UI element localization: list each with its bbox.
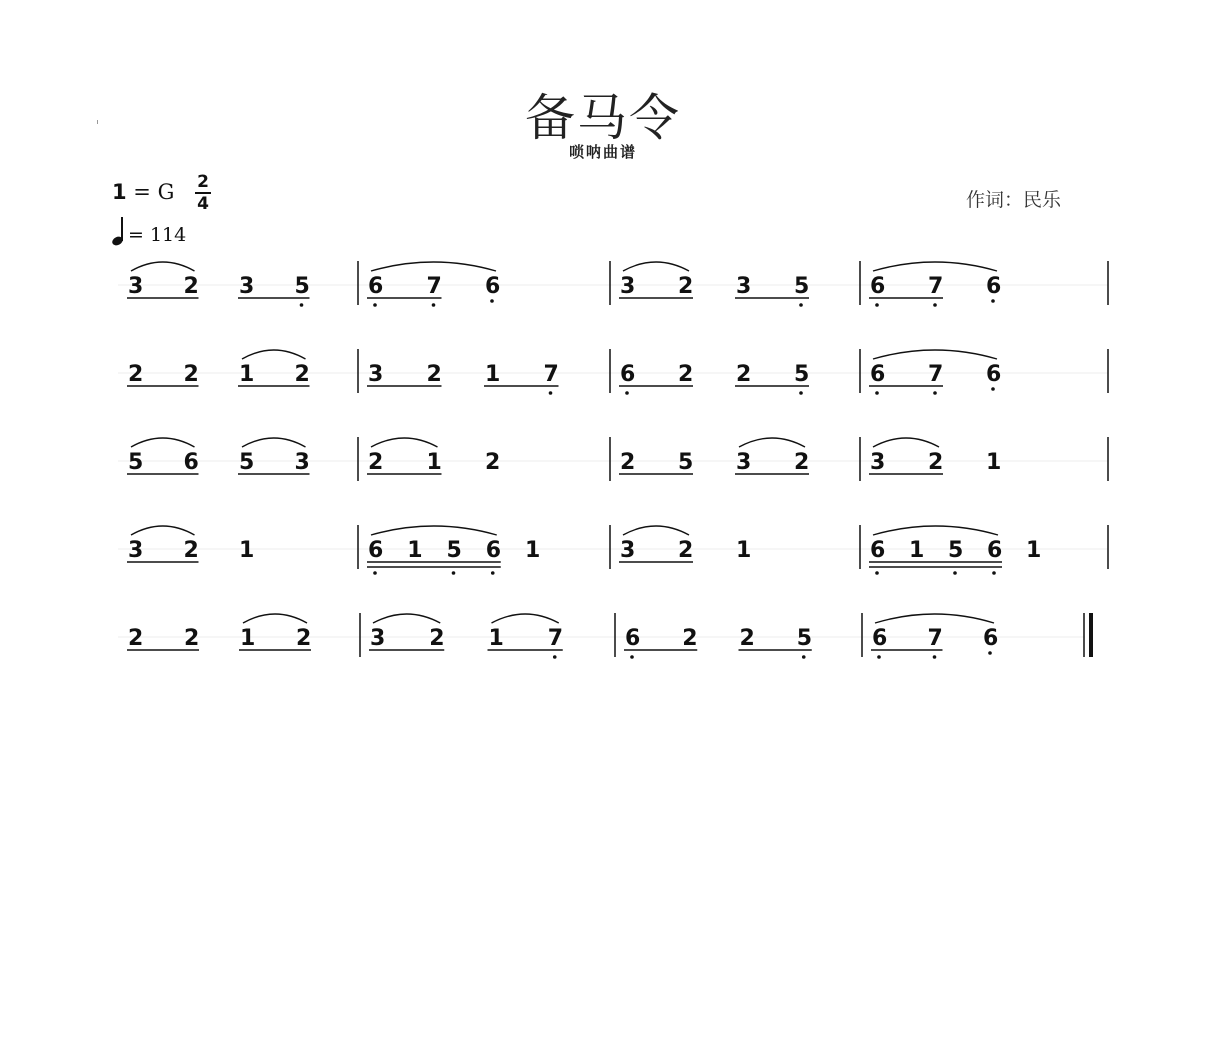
slur-arc — [373, 614, 440, 623]
slur-arc — [242, 438, 306, 447]
note-digit: 1 — [239, 362, 255, 387]
note-digit: 3 — [620, 274, 636, 299]
octave-dot — [799, 303, 803, 307]
note-digit: 5 — [948, 538, 964, 563]
slur-arc — [873, 262, 997, 271]
slur-arc — [623, 262, 689, 271]
note-digit: 1 — [909, 538, 925, 563]
note-digit: 6 — [870, 274, 886, 299]
note-digit: 6 — [983, 626, 999, 651]
note-digit: 2 — [678, 538, 694, 563]
note-digit: 1 — [1026, 538, 1042, 563]
slur-arc — [371, 262, 496, 271]
slur-arc — [739, 438, 805, 447]
note-digit: 6 — [870, 538, 886, 563]
octave-dot — [875, 391, 879, 395]
octave-dot — [491, 571, 495, 575]
note-digit: 2 — [368, 450, 384, 475]
slur-arc — [371, 526, 497, 535]
note-digit: 3 — [620, 538, 636, 563]
note-digit: 2 — [426, 362, 442, 387]
score-title: 备马令 — [525, 89, 681, 147]
note-digit: 2 — [294, 362, 310, 387]
octave-dot — [953, 571, 957, 575]
note-digit: 6 — [183, 450, 199, 475]
note-digit: 2 — [183, 274, 199, 299]
octave-dot — [432, 303, 436, 307]
note-digit: 2 — [429, 626, 445, 651]
note-digit: 7 — [543, 362, 559, 387]
octave-dot — [549, 391, 553, 395]
note-digit: 2 — [620, 450, 636, 475]
note-digit: 2 — [485, 450, 501, 475]
octave-dot — [490, 299, 494, 303]
time-signature-top: 2 — [197, 172, 209, 192]
octave-dot — [991, 387, 995, 391]
note-digit: 1 — [240, 626, 256, 651]
note-digit: 2 — [678, 274, 694, 299]
slur-arc — [873, 526, 998, 535]
octave-dot — [802, 655, 806, 659]
note-digit: 5 — [128, 450, 144, 475]
key-degree: 1 — [112, 180, 127, 204]
slur-arc — [873, 438, 939, 447]
octave-dot — [933, 391, 937, 395]
note-digit: 2 — [296, 626, 312, 651]
note-digit: 7 — [547, 626, 564, 651]
note-digit: 1 — [426, 450, 442, 475]
slur-arc — [131, 438, 195, 447]
octave-dot — [630, 655, 634, 659]
note-digit: 6 — [625, 626, 641, 651]
note-digit: 5 — [794, 274, 810, 299]
note-digit: 2 — [794, 450, 810, 475]
note-digit: 5 — [678, 450, 694, 475]
time-signature-bottom: 4 — [197, 194, 209, 214]
octave-dot — [992, 571, 996, 575]
note-digit: 5 — [794, 362, 810, 387]
note-digit: 6 — [368, 538, 384, 563]
octave-dot — [452, 571, 456, 575]
slur-arc — [492, 614, 559, 623]
note-digit: 2 — [928, 450, 944, 475]
octave-dot — [933, 655, 937, 659]
note-digit: 5 — [294, 274, 310, 299]
note-digit: 6 — [485, 538, 502, 563]
note-digit: 7 — [928, 362, 944, 387]
slur-arc — [873, 350, 997, 359]
note-digit: 1 — [525, 538, 541, 563]
note-digit: 7 — [928, 274, 944, 299]
note-digit: 2 — [184, 626, 200, 651]
note-digit: 6 — [872, 626, 888, 651]
note-digit: 3 — [368, 362, 384, 387]
octave-dot — [625, 391, 629, 395]
note-digit: 3 — [736, 274, 752, 299]
note-digit: 3 — [128, 274, 144, 299]
note-digit: 2 — [736, 362, 752, 387]
note-digit: 3 — [294, 450, 310, 475]
note-digit: 6 — [620, 362, 636, 387]
note-digit: 2 — [183, 538, 199, 563]
slur-arc — [623, 526, 689, 535]
slur-arc — [131, 262, 195, 271]
note-digit: 6 — [368, 274, 384, 299]
octave-dot — [373, 303, 377, 307]
note-digit: 6 — [870, 362, 886, 387]
slur-arc — [875, 614, 994, 623]
octave-dot — [933, 303, 937, 307]
note-digit: 7 — [426, 274, 442, 299]
note-digit: 3 — [128, 538, 144, 563]
note-digit: 2 — [128, 362, 144, 387]
note-digit: 5 — [796, 626, 813, 651]
note-digit: 6 — [986, 274, 1002, 299]
note-digit: 5 — [239, 450, 255, 475]
key-name: = G — [126, 180, 175, 204]
note-digit: 6 — [485, 274, 501, 299]
slur-arc — [131, 526, 195, 535]
note-digit: 1 — [488, 626, 504, 651]
octave-dot — [799, 391, 803, 395]
octave-dot — [373, 571, 377, 575]
note-digit: 1 — [986, 450, 1002, 475]
note-digit: 3 — [870, 450, 886, 475]
note-digit: 1 — [407, 538, 423, 563]
note-digit: 2 — [183, 362, 199, 387]
note-digit: 1 — [736, 538, 752, 563]
note-digit: 1 — [485, 362, 501, 387]
octave-dot — [988, 651, 992, 655]
note-digit: 2 — [678, 362, 694, 387]
note-digit: 2 — [739, 626, 755, 651]
slur-arc — [243, 614, 307, 623]
note-digit: 5 — [446, 538, 462, 563]
note-digit: 3 — [736, 450, 752, 475]
note-digit: 3 — [370, 626, 386, 651]
octave-dot — [553, 655, 557, 659]
composer-credit: 作词：民乐 — [966, 189, 1062, 211]
octave-dot — [991, 299, 995, 303]
octave-dot — [875, 303, 879, 307]
note-digit: 2 — [682, 626, 698, 651]
note-digit: 2 — [128, 626, 144, 651]
score-subtitle: 唢呐曲谱 — [568, 143, 637, 161]
note-digit: 7 — [927, 626, 943, 651]
note-digit: 1 — [239, 538, 255, 563]
tempo-value: = 114 — [128, 224, 187, 246]
slur-arc — [371, 438, 438, 447]
octave-dot — [877, 655, 881, 659]
octave-dot — [875, 571, 879, 575]
note-digit: 6 — [987, 538, 1003, 563]
slur-arc — [242, 350, 306, 359]
note-digit: 6 — [986, 362, 1002, 387]
note-digit: 3 — [239, 274, 255, 299]
octave-dot — [300, 303, 304, 307]
